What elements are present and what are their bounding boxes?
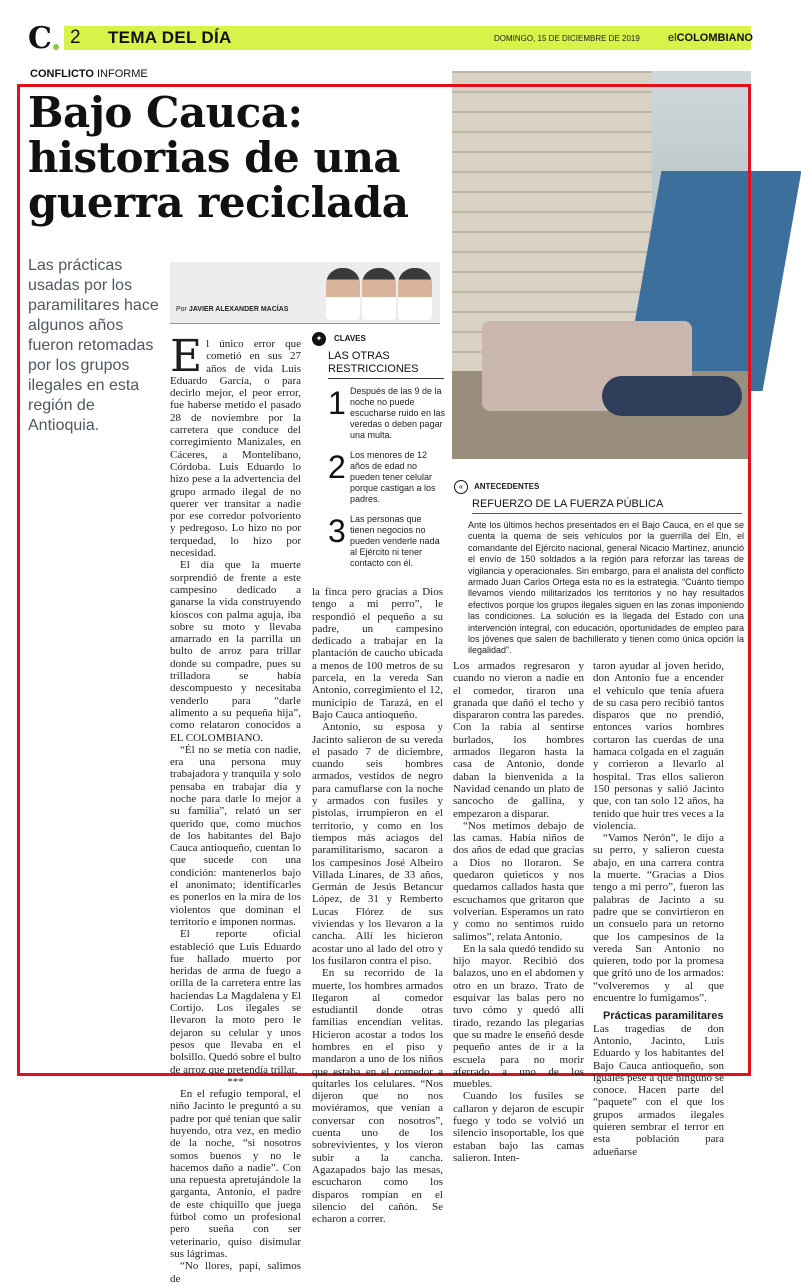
logo-dot-icon	[53, 44, 59, 50]
clave-number: 3	[328, 513, 346, 549]
page-number: 2	[70, 27, 81, 48]
author-photo	[326, 268, 360, 320]
paragraph: En el refugio temporal, el niño Jacinto le preguntó a su padre por qué tenían que salir huyendo, otra vez, en medio de la noche, “si nosotros somos buenos y no le hacemos daño a nadie”. Con una repuesta apretujándole la garganta, Antonio, el padre de este chiquillo que juega fútbol como un profesional pero sueña con ser veterinario, quiso disimular sus lágrimas.	[170, 1088, 301, 1260]
byline-author[interactable]: JAVIER ALEXANDER MACÍAS	[188, 306, 289, 313]
byline-box	[170, 262, 440, 324]
paragraph: El día que la muerte sorprendió de frente a este campesino dedicado a ganarse la vida construyendo kioscos con palma aguja, iba sobre su moto y llevaba amarrado en la parrilla un bulto de arroz para trillar donde su compadre, pues su trilladora se había descompuesto y necesitaba venderlo para “darle alimento a su pequeña hija”, como relataron conocidos a EL COLOMBIANO.	[170, 559, 301, 744]
section-separator: ***	[227, 1075, 244, 1088]
article-column-2	[312, 586, 443, 1226]
clave-number: 1	[328, 385, 346, 421]
paper-title: COLOMBIANO	[676, 32, 753, 44]
antecedentes-title: REFUERZO DE LA FUERZA PÚBLICA	[472, 498, 742, 514]
paper-prefix: el	[668, 32, 677, 44]
kicker	[30, 68, 148, 80]
clave-number: 2	[328, 449, 346, 485]
paragraph: “No llores, papi, salimos de	[170, 1260, 301, 1285]
paragraph: Las tragedias de don Antonio, Jacinto, Luis Eduardo y los habitantes del Bajo Cauca antioqueño, son iguales pese a que ninguno se conoce. Hacen parte del “paquete” con el que los grupos armados ilegales quieren sembrar el terror en esta población para adueñarse	[593, 1022, 724, 1158]
issue-date: DOMINGO, 15 DE DICIEMBRE DE 2019	[494, 34, 640, 43]
paragraph: Los armados regresaron y cuando no vieron a nadie en el comedor, tiraron una granada que dañó el techo y dispararon contra las paredes. Con la rabia al sentirse burlados, los hombres armados llegaron hasta la casa de Antonio, donde daban la bienvenida a la Navidad cenando un plato de sancocho de gallina, y empezaron a disparar.	[453, 660, 584, 820]
paragraph: Cuando los fusiles se callaron y dejaron de escupir fuego y todo se volvió un silencio insoportable, los que estaban bajo las camas salieron. Inten-	[453, 1090, 584, 1164]
paragraph: Antonio, su esposa y Jacinto salieron de su vereda el pasado 7 de diciembre, cuando seis hombres armados, vestidos de negro para camuflarse con la noche y armados con fusiles y pistolas, irrumpieron en el territorio, y como en los tiempos más aciagos del paramilitarismo, sacaron a los campesinos José Albeiro Villada Linares, de 33 años, Germán de Jesús Betancur López, de 31 y Remberto Lucas Flórez de sus viviendas y los llevaron a la cancha. Allí les hicieron acostar uno al lado del otro y los fusilaron contra el piso.	[312, 721, 443, 967]
paragraph: “Él no se metía con nadie, era una persona muy trabajadora y tranquila y solo pensaba en trabajar día y noche para darle lo mejor a su familia”, relató un ser querido que, como muchos de los habitantes del Bajo Cauca antioqueño, cuentan lo que sucede con una condición: mantenerlos bajo el anonimato; identificarles es ponerlos en la mira de los violentos que dominan el territorio e imponen normas.	[170, 743, 301, 928]
author-photo	[362, 268, 396, 320]
article-headline: Bajo Cauca: historias de una guerra reciclada	[28, 88, 409, 227]
author-photo	[398, 268, 432, 320]
column-subhead: Prácticas paramilitares	[603, 1010, 724, 1023]
key-points-icon: ✦	[312, 332, 326, 346]
paragraph: taron ayudar al joven herido, don Antonio fue a encender el vehículo que tenía afuera de su casa pero recibió tantos disparos que no prendió, entonces varios hombres cortaron las cuerdas de una hamaca colgada en el zaguán y corrieron a llevarlo al hospital. Tras ellos salieron 150 personas y salió Jacinto que, con tan solo 12 años, ha tenido que huir tres veces a la violencia.	[593, 660, 724, 832]
paragraph: En su recorrido de la muerte, los hombres armados llegaron al comedor estudiantil donde otras familias encendían velitas. Hicieron acostar a todos los hombres en el piso y mandaron a uno de los niños que estaba en el comedor a quitarles los celulares. “Nos dijeron que no nos moviéramos, que venían a conversar con nosotros”, cuenta uno de los sobrevivientes, y los vieron subir a la cancha. Agazapados bajo las mesas, escucharon como los disparos rompían en el silencio del cañón. Se echaron a correr.	[312, 967, 443, 1226]
antecedentes-body: Ante los últimos hechos presentados en el Bajo Cauca, en el que se cuenta la quema de seis vehículos por la guerrilla del Eln, el comandante del Ejército nacional, general Nicacio Martínez, anunció el envío de 150 soldados a la región para reforzar las tareas de vigilancia y operacionales. Sin embargo, para el analista del conflicto armado Juan Carlos Ortega esta no es la estrategia. “Cuánto tiempo llevamos viendo militarizados los territorios y no hay resultados efectivos porque los grupos ilegales siguen en las zonas imponiendo las condiciones. La solución es la llegada del Estado con una intervención integral, con educación, oportunidades de empleo para los jóvenes que salen de bachillerato y tienen como única opción la ilegalidad”.	[468, 520, 744, 656]
paragraph: la finca pero gracias a Dios tengo a mi perro”, le respondió el pequeño a su padre, un campesino dedicado a trabajar en la plantación de caucho ubicada a menos de 100 metros de su parcela, en la vereda San Antonio, corregimiento el 12, municipio de Tarazá, en el Bajo Cauca antioqueño.	[312, 586, 443, 721]
clave-text: Después de las 9 de la noche no puede escucharse ruido en las veredas o deben pagar una multa.	[350, 386, 446, 440]
article-column-1	[170, 331, 301, 1285]
clave-text: Los menores de 12 años de edad no pueden tener celular porque castigan a los padres.	[350, 450, 436, 504]
article-deck: Las prácticas usadas por los paramilitares hace algunos años fueron retomadas por los grupos ilegales en esta región de Antioquia.	[28, 257, 159, 434]
paragraph: “Vamos Nerón”, le dijo a su perro, y salieron cuesta abajo, en una carrera contra la muerte. “Gracias a Dios tengo a mi perro”, fueron las palabras de Jacinto a su padre que se convirtieron en un consuelo para un retorno que los campesinos de la vereda San Antonio no quieren, todo por la promesa que gritó uno de los armados: “volveremos y al que encuentre lo fumigamos”.	[593, 832, 724, 1005]
claves-title: LAS OTRAS RESTRICCIONES	[328, 350, 444, 379]
rewind-icon: «	[454, 480, 468, 494]
antecedentes-box	[454, 480, 744, 654]
claves-tag: CLAVES	[334, 334, 366, 343]
byline-prefix: Por	[176, 306, 187, 313]
dropcap: E	[170, 331, 203, 382]
paragraph: En la sala quedó tendido su hijo mayor. Recibió dos balazos, uno en el abdomen y otro en un brazo. Trato de esquivar las balas pero no tuvo cómo y quedó allí tirado, rezando las plegarias que su madre le enseñó desde pequeño antes de ir a la escuela para no morir aferrado a uno de los muebles.	[453, 942, 584, 1091]
article-column-4	[593, 660, 724, 1158]
clave-text: Las personas que tienen negocios no pueden venderle nada al Ejército ni tener contacto con él.	[350, 514, 440, 568]
claves-box	[312, 330, 444, 580]
newspaper-logo[interactable]: C	[28, 21, 52, 56]
antecedentes-tag: ANTECEDENTES	[474, 482, 540, 491]
paragraph: El reporte oficial estableció que Luis Eduardo fue hallado muerto por heridas de arma de fuego a orilla de la carretera entre las haciendas La Magdalena y El Cortijo. Los ilegales se llevaron la moto pero le dejaron su celular y unos pesos que llevaba en el bolsillo. Quedó sobre el bulto de arroz que pretendía trillar.	[170, 928, 301, 1076]
section-title: TEMA DEL DÍA	[108, 28, 232, 47]
article-column-3	[453, 660, 584, 1164]
masthead	[20, 21, 753, 56]
paragraph: l único error que cometió en sus 27 años de vida Luis Eduardo García, o para decirlo mejor, el peor error, fue haberse metido el pasado 28 de noviembre por la carretera que conduce del corregimiento Manizales, en Cáceres, a Montelíbano, Córdoba. Luis Eduardo lo hizo pese a la advertencia del grupo armado ilegal de no querer ver transitar a nadie por ese corredor polvoriento y pedregoso. Lo hizo no por terquedad, lo hizo por necesidad.	[170, 338, 301, 560]
paragraph: “Nos metimos debajo de las camas. Había niños de dos años de edad que gracias a Dios no lloraron. Se quedaron quieticos y nos quedamos callados hasta que escuchamos que gritaron que volverían. Esperamos un rato y como no sentimos ruido salimos”, relata Antonio.	[453, 819, 584, 943]
kicker-topic: CONFLICTO	[30, 68, 94, 80]
byline	[176, 306, 288, 313]
paper-name	[668, 32, 753, 44]
kicker-type: INFORME	[96, 68, 148, 80]
